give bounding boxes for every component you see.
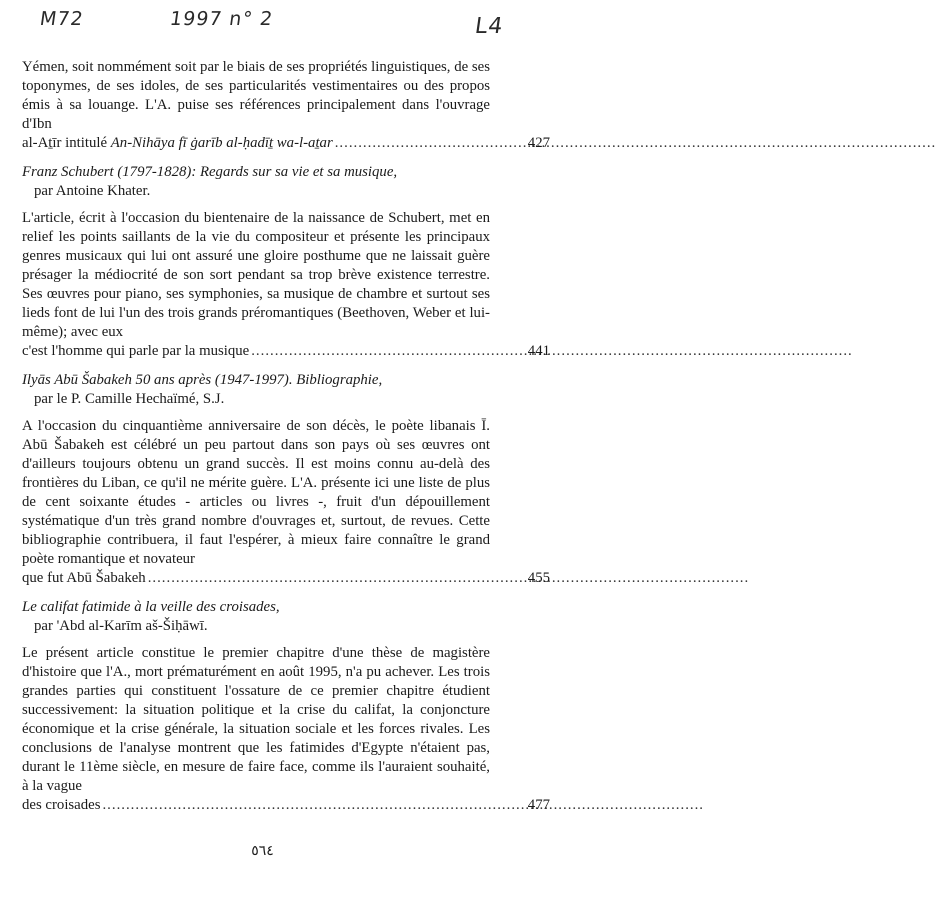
toc-page <box>22 58 550 825</box>
entry-lead-text: c'est l'homme qui parle par la musique <box>22 343 250 359</box>
entry-title <box>22 598 490 636</box>
entry-lead-text: al-Aṯīr intitulé An-Nihāya fī ġarīb al-ḥadīṯ wa-l-aṯar <box>22 135 333 151</box>
entry-author: par le P. Camille Hechaïmé, S.J. <box>34 391 225 407</box>
entry-lead-text: que fut Abū Šabakeh <box>22 570 146 586</box>
handwritten-note-middle: 1997 n° 2 <box>168 8 275 30</box>
entry-title <box>22 163 490 201</box>
entry-title-italic: Franz Schubert (1797-1828): Regards sur sa vie et sa musique, <box>22 164 398 180</box>
handwritten-note-right: L4 <box>472 14 505 39</box>
entry-lead-line <box>22 569 550 588</box>
leader-dots <box>335 134 936 153</box>
footer-page-number: ٥٦٤ <box>251 844 274 859</box>
entry-summary: L'article, écrit à l'occasion du bientenaire de la naissance de Schubert, met en relief les points saillants de la vie du compositeur et présente les principaux genres musicaux qui lui ont assuré une gloire posthume que ne laissait guère présager la médiocrité de son sort pendant sa trop brève existence terrestre. Ses œuvres pour piano, ses symphonies, sa musique de chambre et surtout ses lieds font de lui l'un des trois grands préromantiques (Beethoven, Weber et lui-même); avec eux <box>22 210 490 340</box>
toc-entry <box>22 598 550 815</box>
toc-entry <box>22 371 550 588</box>
entry-lead-line <box>22 796 550 815</box>
entry-author: par 'Abd al-Karīm aš-Šiḥāwī. <box>34 618 208 634</box>
handwritten-note-left: M72 <box>38 8 86 30</box>
leader-dots <box>102 796 704 815</box>
entry-author: par Antoine Khater. <box>34 183 151 199</box>
leader-dots <box>148 569 750 588</box>
entry-page-number: 455 <box>527 570 550 586</box>
entry-summary: Le présent article constitue le premier chapitre d'une thèse de magistère d'histoire que l'A., mort prématurément en août 1995, n'a pu achever. Les trois grandes parties qui constituent l'ossature de ce premier chapitre étudient successivement: la situation politique et la crise du califat, la conjoncture économique et la crise générale, la situation sociale et les forces rivales. Les conclusions de l'analyse montrent que les fatimides d'Egypte n'étaient pas, durant le 11ème siècle, en mesure de faire face, comme ils l'auraient souhaité, à la vague <box>22 645 490 794</box>
toc-entry <box>22 163 550 361</box>
entry-title <box>22 371 490 409</box>
leader-dots <box>251 342 853 361</box>
entry-lead-line <box>22 134 550 153</box>
entry-title-italic: Le califat fatimide à la veille des croisades, <box>22 599 280 615</box>
entry-page-number: 427 <box>527 135 550 151</box>
entry-summary: A l'occasion du cinquantième anniversaire de son décès, le poète libanais Ī. Abū Šabakeh est célébré un peu partout dans son pays où ses œuvres ont d'ailleurs toujours obtenu un grand succès. Il est moins connu au-delà des frontières du Liban, ce qu'il ne mérite guère. L'A. présente ici une liste de plus de cent soixante études - articles ou livres -, fruit d'un dépouillement systématique d'un très grand nombre d'ouvrages et, surtout, de revues. Cette bibliographie contribuera, il faut l'espérer, à mieux faire connaître le grand poète romantique et novateur <box>22 418 490 567</box>
entry-lead-line <box>22 342 550 361</box>
toc-entry <box>22 58 550 153</box>
entry-page-number: 441 <box>527 343 550 359</box>
entry-title-italic: Ilyās Abū Šabakeh 50 ans après (1947-1997). Bibliographie, <box>22 372 383 388</box>
entry-page-number: 477 <box>527 797 550 813</box>
entry-lead-text: des croisades <box>22 797 101 813</box>
entry-summary: Yémen, soit nommément soit par le biais de ses propriétés linguistiques, de ses toponymes, de ses idoles, de ses particularités vestimentaires ou des propos émis à sa louange. L'A. puise ses références principalement dans l'ouvrage d'Ibn <box>22 59 490 132</box>
